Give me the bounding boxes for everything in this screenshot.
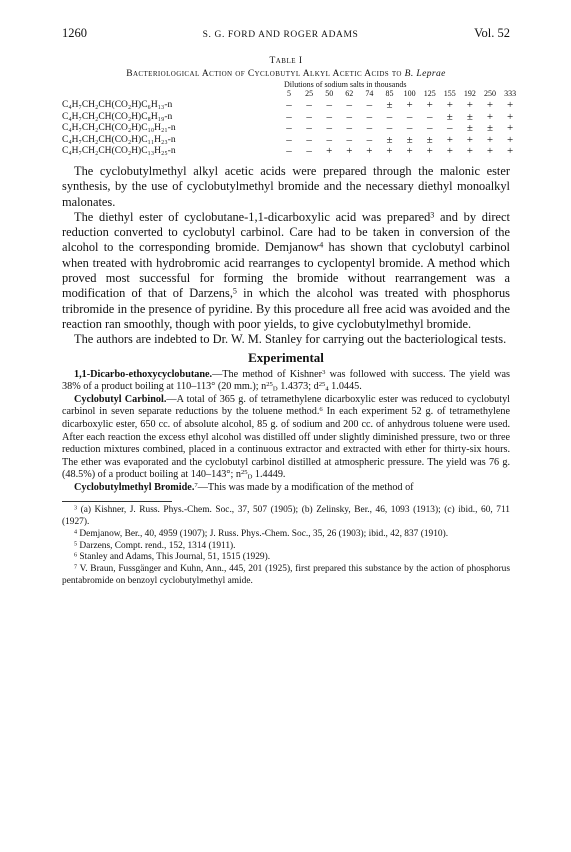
result-cell: – [326, 133, 332, 146]
exp-1-title: 1,1-Dicarbo-ethoxycyclobutane. [74, 368, 213, 380]
exp-2-text-a: —A total of 365 g. of tetramethylene dicarboxylic ester was reduced to cyclobutyl carbinol in seven separate reductions by the toluene method. [62, 393, 511, 418]
footnote-6 [62, 552, 510, 564]
result-cell: + [446, 99, 453, 111]
footnote-3-mark: 3 [74, 505, 78, 512]
exp-1-text-d: 1.0445. [328, 381, 362, 393]
result-cell: + [486, 99, 494, 111]
result-cell: + [466, 99, 473, 111]
paragraph-1: The cyclobutylmethyl alkyl acetic acids were prepared through the malonic ester synthesis, by the use of cyclobutylmethyl bromide and the necessary diethyl monoalkyl malonates. [62, 163, 510, 209]
exp-1-text-a: —The method of Kishner [212, 368, 323, 380]
result-cell: + [406, 99, 413, 111]
running-header-authors: S. G. FORD AND ROGER ADAMS [202, 30, 359, 40]
dilution-header-cell: 333 [504, 89, 517, 98]
footnote-3-text: (a) Kishner, J. Russ. Phys.-Chem. Soc., 37, 507 (1905); (b) Zelinsky, Ber., 46, 1093 (1913); (c) ibid., 60, 711 (1927). [62, 505, 510, 528]
result-cell: – [346, 99, 353, 111]
result-cell: + [446, 133, 453, 146]
result-cell: + [386, 145, 393, 158]
exp-2-footnote-ref: 6 [319, 406, 323, 414]
result-cell: + [506, 99, 514, 111]
exp-2-title: Cyclobutyl Carbinol. [74, 393, 167, 405]
experimental-text [62, 369, 510, 495]
result-cell: – [447, 122, 453, 135]
result-cell: – [306, 145, 312, 158]
result-cell: + [486, 145, 494, 158]
result-cell: + [466, 145, 473, 158]
result-cell: + [426, 145, 433, 158]
footnote-6-text: Stanley and Adams, This Journal, 51, 1515 (1929). [77, 552, 271, 563]
footnote-4-mark: 4 [74, 529, 78, 536]
footnote-5 [62, 541, 510, 553]
footnote-7-text: V. Braun, Fussgänger and Kuhn, Ann., 445, 201 (1925), first prepared this substance by the action of phosphorus pentabromide on benzoyl cyclobutylmethyl amide. [62, 563, 510, 586]
result-cell: + [506, 145, 514, 158]
exp-1-n-sub: D [272, 385, 278, 393]
paragraph-3: The authors are indebted to Dr. W. M. Stanley for carrying out the bacteriological tests. [74, 332, 507, 347]
result-cell: – [366, 110, 373, 123]
exp-1-n-sup: 25 [266, 381, 273, 389]
dilution-header-cell: 5 [287, 89, 291, 98]
result-cell: – [306, 110, 312, 123]
result-cell: + [346, 145, 353, 158]
result-cell: – [286, 99, 292, 111]
dilution-header-cell: 85 [385, 89, 394, 98]
paragraph-2-part-c: has shown that cyclobutyl carbinol when treated with hydrobromic acid rearranges to cyclopentyl bromide. A method which proved most successful for forming the bromide without rearrangement was a modification of that of Darzens, [62, 240, 510, 301]
dilution-header-cell: 250 [484, 89, 496, 98]
exp-1-d-sub: 4 [325, 385, 329, 393]
result-cell: + [326, 145, 333, 158]
result-cell: + [406, 145, 413, 158]
compound-formula: C₄H₇CH₂CH(CO₂H)C₁₀H₂₁-n [62, 123, 176, 134]
result-cell: ± [466, 110, 473, 123]
dilution-header-cell: 62 [345, 89, 354, 98]
result-cell: – [426, 110, 433, 123]
footnote-4 [62, 529, 510, 541]
result-cell: – [366, 99, 373, 111]
footnote-5-mark: 5 [74, 540, 78, 547]
dilutions-header [62, 80, 517, 100]
table-row [62, 145, 514, 158]
dilution-header-cell: 155 [443, 89, 456, 98]
result-cell: – [406, 122, 413, 135]
result-cell: ± [486, 122, 494, 135]
table-caption-main: Bacteriological Action of Cyclobutyl Alkyl Acetic Acids to [126, 69, 405, 79]
exp-2-text-b: In each experiment 52 g. of tetramethylene dicarboxylic ester, 650 cc. of absolute alcohol, 85 g. of sodium and 200 cc. of anhydrous toluene were used. After each reaction the excess ethyl alcohol was distilled off under slightly diminished pressure, two or three reduction mixtures combined, placed in a continuous extractor and extracted with ether for thirty-six hours. The ether was evaporated and the cyclobutyl carbinol distilled at atmospheric pressure. The yield was 76 g. (48.5%) of a product boiling at 140–143°; n [62, 406, 511, 481]
result-cell: ± [386, 133, 393, 146]
result-cell: ± [386, 99, 393, 111]
paragraph-2-part-d: in which the alcohol was treated with phosphorus tribromide in the presence of pyridine. By this procedure all free acid was avoided and the reaction ran smoothly, though with poor yields, to give cyclobutylmethyl bromide. [62, 286, 510, 331]
result-cell: + [366, 145, 373, 158]
result-cell: – [286, 122, 292, 135]
footnote-7 [62, 564, 510, 587]
exp-paragraph-1 [62, 369, 510, 394]
result-cell: ± [406, 133, 413, 146]
table-caption [62, 69, 510, 79]
footnote-7-mark: 7 [74, 564, 78, 571]
exp-1-text-b: was followed with success. The yield was 38% of a product boiling at 110–113° (20 mm.); n [62, 368, 510, 393]
results-table [62, 99, 514, 158]
result-cell: – [326, 99, 332, 111]
result-cell: – [306, 99, 312, 111]
result-cell: – [306, 133, 312, 146]
footnote-ref-3: 3 [430, 210, 435, 220]
exp-1-footnote-ref: 3 [322, 368, 326, 376]
table-title: Table I [269, 56, 303, 66]
result-cell: – [326, 110, 332, 123]
footnote-ref-4: 4 [319, 240, 324, 250]
result-cell: + [486, 133, 494, 146]
exp-3-title: Cyclobutylmethyl Bromide. [74, 481, 195, 493]
result-cell: – [326, 122, 332, 135]
result-cell: – [386, 110, 393, 123]
footnote-6-mark: 6 [74, 552, 78, 559]
result-cell: + [506, 133, 514, 146]
exp-3-footnote-ref: 7 [194, 481, 198, 489]
result-cell: + [486, 110, 494, 123]
footnote-divider [62, 501, 172, 502]
dilution-header-cell: 25 [305, 89, 314, 98]
journal-page [62, 26, 517, 587]
footnote-5-text: Darzens, Compt. rend., 152, 1314 (1911). [77, 540, 236, 551]
result-cell: – [366, 133, 373, 146]
compound-formula: C₄H₇CH₂CH(CO₂H)C₁₁H₂₃-n [62, 134, 176, 145]
result-cell: – [366, 122, 373, 135]
result-cell: – [406, 110, 413, 123]
dilution-header-cell: 100 [403, 89, 416, 98]
result-cell: ± [446, 110, 453, 123]
result-cell: + [426, 99, 433, 111]
exp-1-d-sup: 25 [318, 381, 326, 389]
dilutions-label: Dilutions of sodium salts in thousands [284, 80, 407, 89]
compound-formula: C₄H₇CH₂CH(CO₂H)C₁₃H₂₅-n [62, 146, 176, 157]
dilutions-values [62, 89, 517, 99]
result-cell: ± [466, 122, 473, 135]
result-cell: – [426, 122, 433, 135]
compound-formula: C₄H₇CH₂CH(CO₂H)C₆H₁₃-n [62, 100, 173, 110]
result-cell: – [286, 110, 292, 123]
compound-formula: C₄H₇CH₂CH(CO₂H)C₈H₁₉-n [62, 111, 173, 122]
result-cell: + [506, 110, 514, 123]
exp-paragraph-3 [62, 482, 510, 495]
dilution-header-cell: 74 [365, 89, 374, 98]
paragraph-2-part-b: and by direct reduction converted to cyclobutyl carbinol. Care had to be taken in conversion of the alcohol to the corresponding bromide. Demjanow [62, 209, 510, 255]
result-cell: + [506, 122, 514, 135]
result-cell: + [466, 133, 473, 146]
footnotes [62, 505, 510, 587]
exp-3-text-a: —This was made by a modification of the method of [197, 481, 414, 493]
result-cell: – [346, 110, 353, 123]
footnote-4-text: Demjanow, Ber., 40, 4959 (1907); J. Russ. Phys.-Chem. Soc., 35, 26 (1903); ibid., 42, 837 (1910). [77, 528, 449, 539]
exp-2-n-sup: 25 [240, 469, 248, 477]
volume-label: Vol. 52 [474, 26, 510, 40]
result-cell: – [286, 145, 292, 158]
section-heading-experimental: Experimental [248, 349, 324, 365]
paragraph-2-part-a: The diethyl ester of cyclobutane-1,1-dicarboxylic acid was prepared [74, 209, 431, 224]
result-cell: + [446, 145, 453, 158]
body-text [62, 164, 510, 348]
exp-paragraph-2 [62, 394, 510, 482]
result-cell: – [306, 122, 312, 135]
result-cell: – [386, 122, 393, 135]
exp-2-text-c: 1.4449. [252, 469, 286, 481]
dilution-header-cell: 125 [423, 89, 436, 98]
result-cell: – [346, 122, 353, 135]
result-cell: – [346, 133, 353, 146]
footnote-3 [62, 505, 510, 528]
exp-1-text-c: 1.4373; d [277, 381, 319, 393]
result-cell: ± [426, 133, 433, 146]
dilution-header-cell: 192 [463, 89, 476, 98]
footnote-ref-5: 5 [232, 286, 237, 296]
running-header [62, 26, 510, 50]
table-caption-organism: B. Leprae [404, 69, 446, 79]
page-number: 1260 [62, 26, 87, 40]
paragraph-2 [62, 210, 510, 332]
result-cell: – [286, 133, 292, 146]
exp-2-n-sub: D [247, 473, 253, 481]
dilution-header-cell: 50 [325, 89, 334, 98]
